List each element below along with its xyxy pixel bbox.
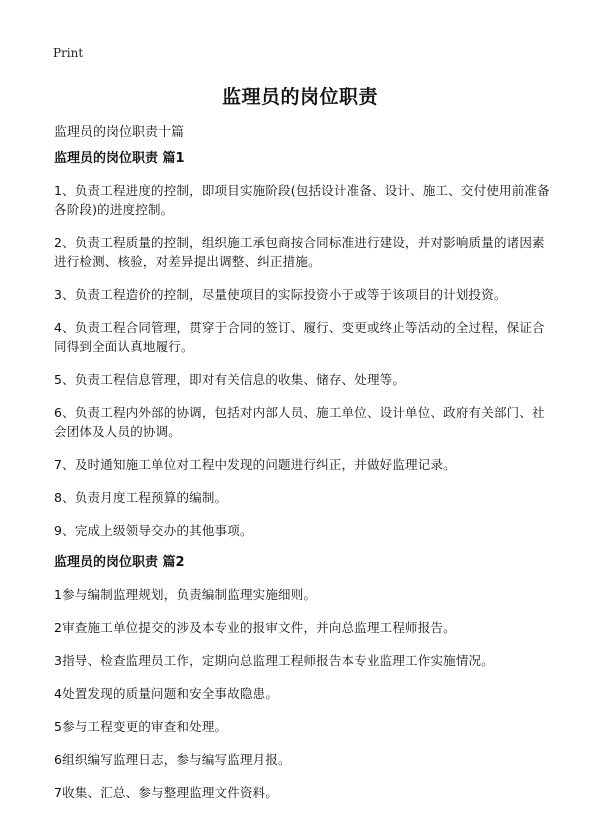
list-item: 1参与编制监理规划，负责编制监理实施细则。: [54, 587, 317, 602]
document-body: [54, 150, 550, 816]
list-item: 6、负责工程内外部的协调，包括对内部人员、施工单位、设计单位、政府有关部门、社会团体及人员的协调。: [54, 405, 545, 439]
print-label: Print: [53, 46, 84, 60]
page-title: 监理员的岗位职责: [221, 86, 378, 108]
section-heading: 监理员的岗位职责 篇2: [54, 555, 185, 570]
section-1: [54, 150, 550, 540]
list-item: 5、负责工程信息管理，即对有关信息的收集、储存、处理等。: [54, 372, 406, 387]
list-item: 4处置发现的质量问题和安全事故隐患。: [54, 686, 279, 701]
list-item: 5参与工程变更的审查和处理。: [54, 719, 228, 734]
list-item: 2审查施工单位提交的涉及本专业的报审文件，并向总监理工程师报告。: [54, 620, 456, 635]
list-item: 7、及时通知施工单位对工程中发现的问题进行纠正，并做好监理记录。: [54, 457, 456, 472]
list-item: 1、负责工程进度的控制，即项目实施阶段(包括设计准备、设计、施工、交付使用前准备各阶段)的进度控制。: [54, 183, 550, 217]
list-item: 9、完成上级领导交办的其他事项。: [54, 523, 253, 538]
document-subtitle: 监理员的岗位职责十篇: [54, 125, 185, 140]
list-item: 2、负责工程质量的控制，组织施工承包商按合同标准进行建设，并对影响质量的诸因素进行检测、核验，对差异提出调整、纠正措施。: [54, 235, 545, 269]
section-2: [54, 554, 550, 802]
list-item: 6组织编写监理日志，参与编写监理月报。: [54, 752, 291, 767]
list-item: 8、负责月度工程预算的编制。: [54, 490, 228, 505]
list-item: 3指导、检查监理员工作，定期向总监理工程师报告本专业监理工作实施情况。: [54, 653, 494, 668]
section-heading: 监理员的岗位职责 篇1: [54, 151, 185, 166]
list-item: 4、负责工程合同管理，贯穿于合同的签订、履行、变更或终止等活动的全过程，保证合同得到全面认真地履行。: [54, 320, 545, 354]
list-item: 7收集、汇总、参与整理监理文件资料。: [54, 785, 279, 800]
list-item: 3、负责工程造价的控制，尽量使项目的实际投资小于或等于该项目的计划投资。: [54, 287, 507, 302]
